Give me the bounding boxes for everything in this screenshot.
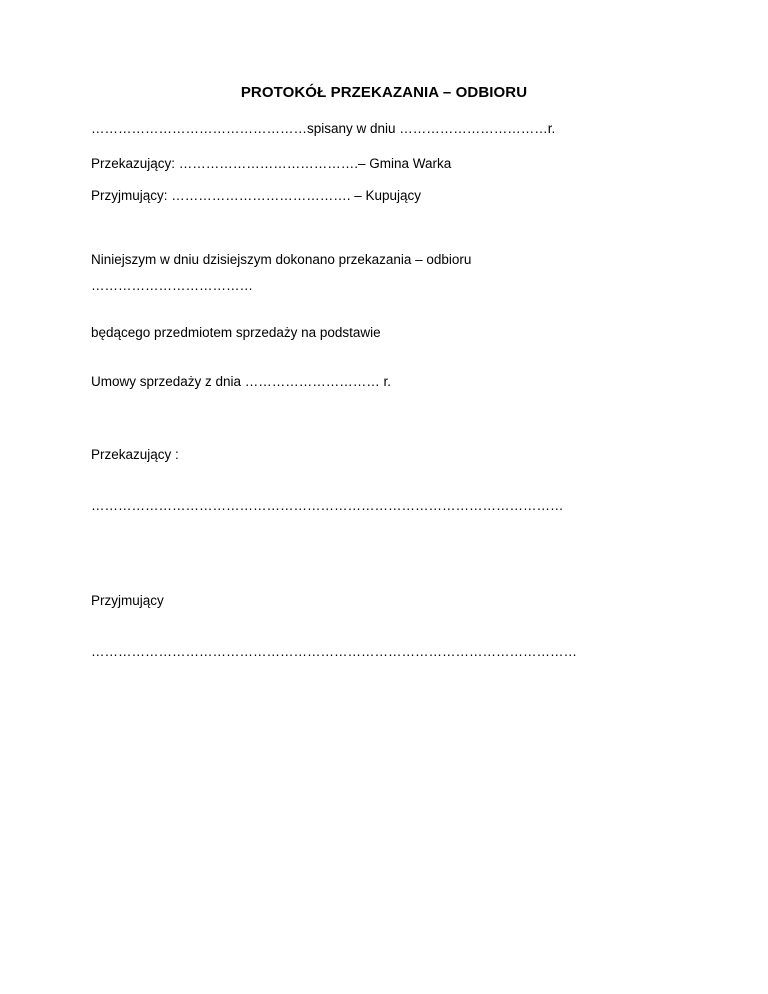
recipient-signature-label: Przyjmujący <box>91 593 164 608</box>
transferor-signature-line: …………………………………………………………………………………………… <box>91 498 564 513</box>
transferor-line: Przekazujący: ………………………………….– Gmina Warka <box>91 156 452 171</box>
document-title: PROTOKÓŁ PRZEKAZANIA – ODBIORU <box>240 84 528 101</box>
recipient-signature-line: ……………………………………………………………………………………………… <box>91 644 577 659</box>
transferor-signature-label: Przekazujący : <box>91 447 179 462</box>
date-line: …………………………………………spisany w dniu ……………………………r. <box>91 121 556 136</box>
subject-line: będącego przedmiotem sprzedaży na podstawie <box>91 325 381 340</box>
contract-date-line: Umowy sprzedaży z dnia ………………………… r. <box>91 374 392 389</box>
handover-paragraph-line-1: Niniejszym w dniu dzisiejszym dokonano przekazania – odbioru <box>91 252 472 267</box>
handover-paragraph-line-2: ……………………………… <box>91 278 253 293</box>
recipient-line: Przyjmujący: …………………………………. – Kupujący <box>91 188 422 203</box>
